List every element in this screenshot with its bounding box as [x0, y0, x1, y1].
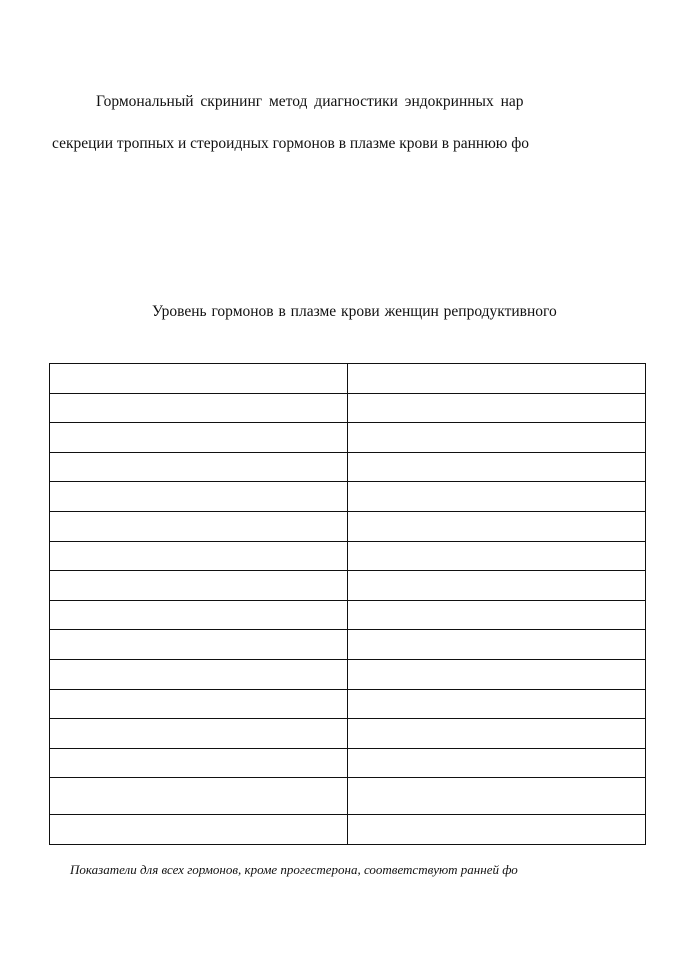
table-cell	[348, 423, 646, 453]
table-cell	[348, 659, 646, 689]
table-cell	[50, 452, 348, 482]
table-row	[50, 719, 646, 749]
table-cell	[50, 778, 348, 815]
table-cell	[348, 630, 646, 660]
table-row	[50, 815, 646, 845]
table-cell	[348, 719, 646, 749]
table-row	[50, 600, 646, 630]
table-row	[50, 571, 646, 601]
table-cell	[348, 815, 646, 845]
table-cell	[348, 482, 646, 512]
table-row	[50, 482, 646, 512]
table-cell	[348, 689, 646, 719]
table-cell	[50, 393, 348, 423]
table-cell	[348, 600, 646, 630]
table-row	[50, 511, 646, 541]
table-cell	[348, 778, 646, 815]
table-row	[50, 748, 646, 778]
table-cell	[50, 748, 348, 778]
table-cell	[348, 571, 646, 601]
table-cell	[50, 482, 348, 512]
table-row	[50, 689, 646, 719]
table-cell	[50, 719, 348, 749]
table-cell	[50, 541, 348, 571]
table-cell	[348, 748, 646, 778]
hormone-levels-table	[49, 363, 646, 845]
table-cell	[348, 541, 646, 571]
table-caption: Уровень гормонов в плазме крови женщин репродуктивного	[152, 303, 557, 320]
table-cell	[348, 452, 646, 482]
table-row	[50, 659, 646, 689]
table-cell	[50, 511, 348, 541]
table-row	[50, 778, 646, 815]
table-row	[50, 541, 646, 571]
table-cell	[348, 393, 646, 423]
table-cell	[50, 571, 348, 601]
table-cell	[50, 689, 348, 719]
table-footnote: Показатели для всех гормонов, кроме прогестерона, соответствуют ранней фо	[70, 862, 518, 877]
paragraph-line-1: Гормональный скрининг метод диагностики эндокринных нар	[96, 93, 524, 110]
table-row	[50, 423, 646, 453]
table-cell	[50, 630, 348, 660]
table-cell	[50, 659, 348, 689]
table-cell	[348, 364, 646, 394]
table-cell	[50, 815, 348, 845]
table-row	[50, 452, 646, 482]
table-cell	[348, 511, 646, 541]
table-row	[50, 630, 646, 660]
table-cell	[50, 364, 348, 394]
table-row	[50, 393, 646, 423]
table-row	[50, 364, 646, 394]
table-cell	[50, 600, 348, 630]
table-cell	[50, 423, 348, 453]
paragraph-line-2: секреции тропных и стероидных гормонов в плазме крови в раннюю фо	[52, 135, 530, 152]
